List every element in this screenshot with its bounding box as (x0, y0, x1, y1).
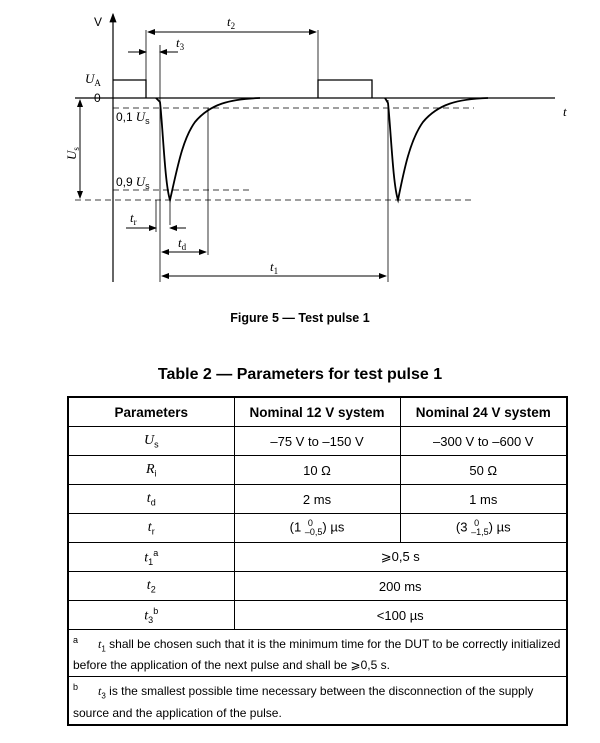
table-row (68, 601, 567, 630)
table-title: Table 2 — Parameters for test pulse 1 (157, 366, 443, 383)
value-24v: 1 ms (400, 485, 567, 514)
value-12v: 10 Ω (234, 456, 400, 485)
param-cell: $t_3^b$ (68, 601, 234, 630)
table-note-row (68, 630, 567, 677)
table-row (68, 514, 567, 543)
value-24v: 50 Ω (400, 456, 567, 485)
t1-label: $t_1$ (270, 259, 279, 276)
parameters-table (67, 396, 568, 726)
t2-label: $t_2$ (227, 14, 236, 31)
table-note-b: $^b$ $t_3$ is the smallest possible time necessary between the disconnection of the supply source and the application of the pulse. (68, 677, 567, 725)
param-cell: $U_s$ (68, 427, 234, 456)
value-12v: 2 ms (234, 485, 400, 514)
header-24v: Nominal 24 V system (400, 397, 567, 427)
value-24v: –300 V to –600 V (400, 427, 567, 456)
merged-value: 200 ms (234, 572, 567, 601)
param-cell: $R_i$ (68, 456, 234, 485)
table-row (68, 485, 567, 514)
td-label: $t_d$ (178, 235, 187, 252)
supply-waveform-2 (318, 80, 372, 98)
header-parameters: Parameters (68, 397, 234, 427)
table-row (68, 572, 567, 601)
table-row (68, 456, 567, 485)
param-cell: $t_d$ (68, 485, 234, 514)
pulse-2 (385, 98, 488, 200)
v-axis-label: V (94, 15, 103, 29)
us-label: $U_s$ (64, 147, 81, 160)
supply-waveform-1 (113, 80, 146, 98)
table-row (68, 543, 567, 572)
merged-value: <100 µs (234, 601, 567, 630)
label-09us: 0,9 $U_s$ (116, 174, 150, 191)
value-24v: (3 0 –1,5 ) µs (400, 514, 567, 543)
table-note-row (68, 677, 567, 725)
t-axis-label: t (563, 104, 567, 119)
label-01us: 0,1 $U_s$ (116, 109, 150, 126)
zero-label: 0 (94, 91, 101, 105)
ua-label: $U_A$ (85, 71, 101, 88)
param-cell: $t_2$ (68, 572, 234, 601)
param-cell: $t_1^a$ (68, 543, 234, 572)
table-note-a: $^a$ $t_1$ shall be chosen such that it is the minimum time for the DUT to be correctly initialized before the application of the next pulse and shall be ⩾0,5 s. (68, 630, 567, 677)
value-12v: (1 0 –0,5 ) µs (234, 514, 400, 543)
figure-caption: Figure 5 — Test pulse 1 (230, 311, 370, 325)
tr-label: $t_r$ (130, 210, 137, 227)
param-cell: $t_r$ (68, 514, 234, 543)
merged-value: ⩾0,5 s (234, 543, 567, 572)
table-row (68, 427, 567, 456)
t3-label: $t_3$ (176, 35, 185, 52)
table-header-row (68, 397, 567, 427)
test-pulse-diagram (0, 0, 600, 300)
value-12v: –75 V to –150 V (234, 427, 400, 456)
header-12v: Nominal 12 V system (234, 397, 400, 427)
